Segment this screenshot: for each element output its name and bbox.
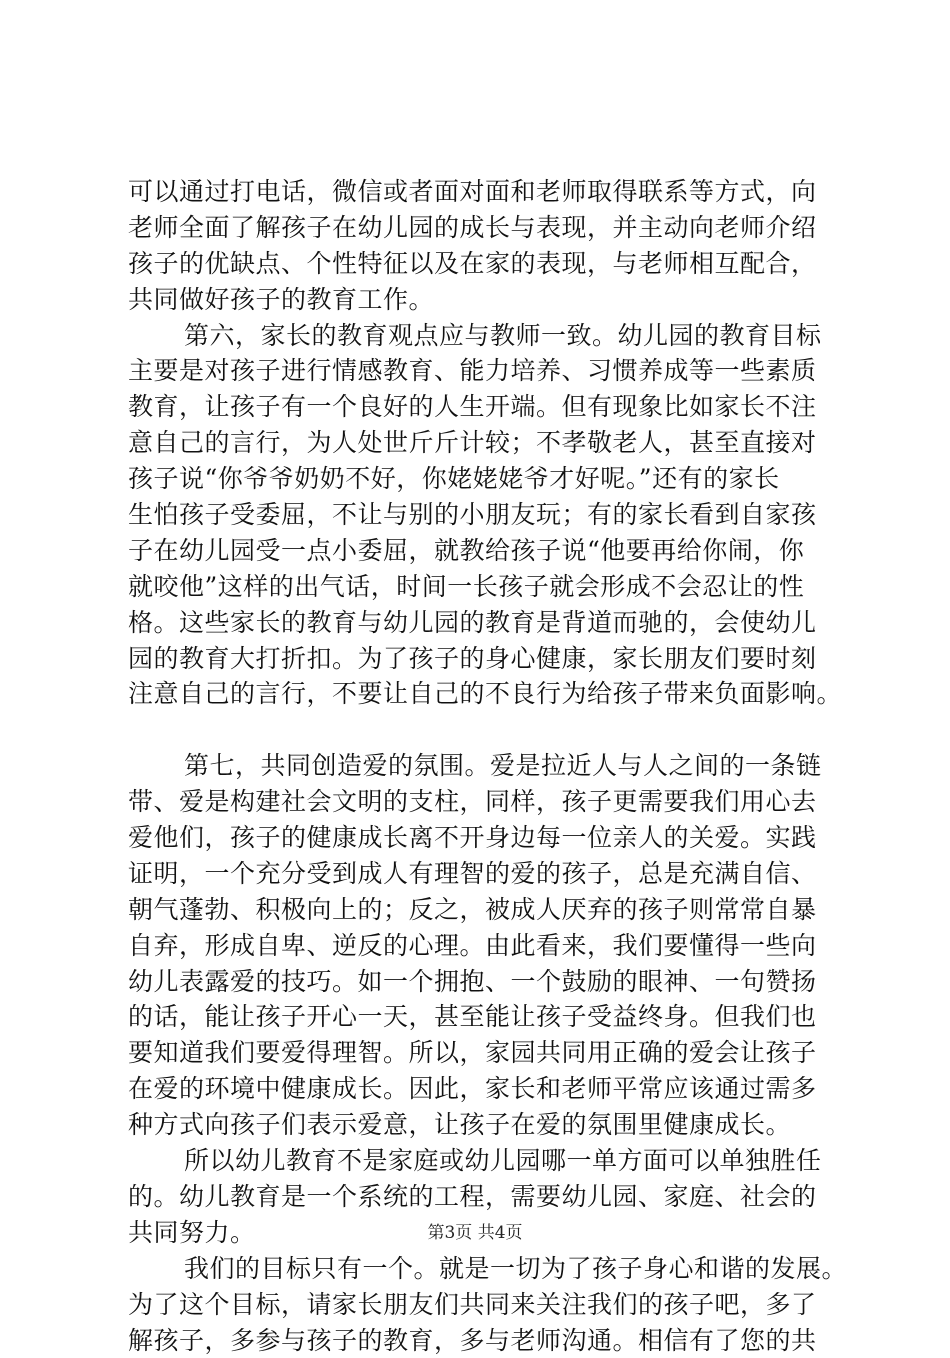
text-line: 生怕孩子受委屈，不让与别的小朋友玩；有的家长看到自家孩	[128, 497, 858, 533]
text-line: 为了这个目标，请家长朋友们共同来关注我们的孩子吧，多了	[128, 1287, 858, 1323]
text-line: 第七，共同创造爱的氛围。爱是拉近人与人之间的一条链	[128, 748, 858, 784]
text-line: 要知道我们要爱得理智。所以，家园共同用正确的爱会让孩子	[128, 1035, 858, 1071]
text-line: 共同做好孩子的教育工作。	[128, 282, 858, 318]
text-line: 朝气蓬勃、积极向上的；反之，被成人厌弃的孩子则常常自暴	[128, 892, 858, 928]
text-line: 就咬他”这样的出气话，时间一长孩子就会形成不会忍让的性	[128, 569, 858, 605]
text-line: 我们的目标只有一个。就是一切为了孩子身心和谐的发展。	[128, 1251, 858, 1287]
text-line: 第六，家长的教育观点应与教师一致。幼儿园的教育目标	[128, 318, 858, 354]
document-body	[128, 174, 858, 1358]
text-line: 格。这些家长的教育与幼儿园的教育是背道而驰的，会使幼儿	[128, 605, 858, 641]
text-line: 解孩子，多参与孩子的教育，多与老师沟通。相信有了您的共	[128, 1323, 858, 1358]
text-line: 在爱的环境中健康成长。因此，家长和老师平常应该通过需多	[128, 1071, 858, 1107]
text-line: 所以幼儿教育不是家庭或幼儿园哪一单方面可以单独胜任	[128, 1143, 858, 1179]
text-line: 自弃，形成自卑、逆反的心理。由此看来，我们要懂得一些向	[128, 928, 858, 964]
text-line: 注意自己的言行，不要让自己的不良行为给孩子带来负面影响。	[128, 676, 858, 712]
text-line: 可以通过打电话，微信或者面对面和老师取得联系等方式，向	[128, 174, 858, 210]
text-line: 教育，让孩子有一个良好的人生开端。但有现象比如家长不注	[128, 389, 858, 425]
text-line: 老师全面了解孩子在幼儿园的成长与表现，并主动向老师介绍	[128, 210, 858, 246]
text-line: 园的教育大打折扣。为了孩子的身心健康，家长朋友们要时刻	[128, 641, 858, 677]
text-line: 的。幼儿教育是一个系统的工程，需要幼儿园、家庭、社会的	[128, 1179, 858, 1215]
text-line: 种方式向孩子们表示爱意，让孩子在爱的氛围里健康成长。	[128, 1107, 858, 1143]
text-line: 孩子的优缺点、个性特征以及在家的表现，与老师相互配合，	[128, 246, 858, 282]
text-line: 主要是对孩子进行情感教育、能力培养、习惯养成等一些素质	[128, 353, 858, 389]
text-line: 的话，能让孩子开心一天，甚至能让孩子受益终身。但我们也	[128, 999, 858, 1035]
text-line: 爱他们，孩子的健康成长离不开身边每一位亲人的关爱。实践	[128, 820, 858, 856]
text-line: 子在幼儿园受一点小委屈，就教给孩子说“他要再给你闹，你	[128, 533, 858, 569]
text-line: 证明，一个充分受到成人有理智的爱的孩子，总是充满自信、	[128, 856, 858, 892]
text-line: 共同努力。	[128, 1215, 858, 1251]
text-line: 孩子说“你爷爷奶奶不好，你姥姥姥爷才好呢。”还有的家长	[128, 461, 858, 497]
text-line: 带、爱是构建社会文明的支柱，同样，孩子更需要我们用心去	[128, 784, 858, 820]
page-footer: 第3页 共4页	[0, 1222, 950, 1244]
text-line: 幼儿表露爱的技巧。如一个拥抱、一个鼓励的眼神、一句赞扬	[128, 964, 858, 1000]
text-line: 意自己的言行，为人处世斤斤计较；不孝敬老人，甚至直接对	[128, 425, 858, 461]
blank-line	[128, 712, 858, 748]
